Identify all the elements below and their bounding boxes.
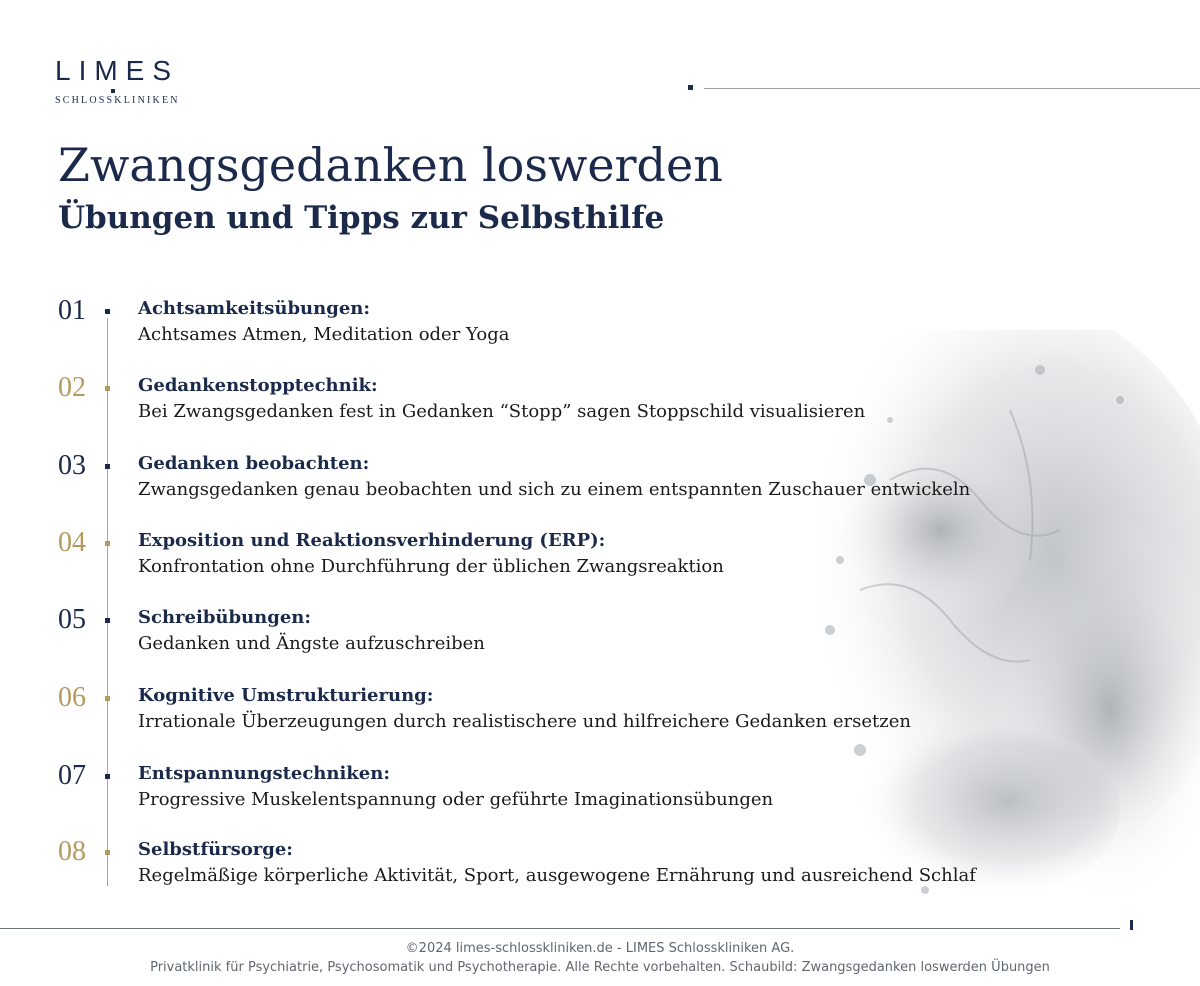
item-number: 04 (58, 527, 86, 558)
item-number: 05 (58, 604, 86, 635)
item-description: Bei Zwangsgedanken fest in Gedanken “Stopp” sagen Stoppschild visualisieren (138, 401, 866, 422)
item-description: Konfrontation ohne Durchführung der üblichen Zwangsreaktion (138, 556, 724, 577)
bullet-marker (105, 541, 110, 546)
bullet-marker (105, 696, 110, 701)
header-rule (704, 88, 1200, 89)
bullet-marker (105, 618, 110, 623)
item-heading: Kognitive Umstrukturierung: (138, 685, 434, 706)
bullet-marker (105, 850, 110, 855)
item-description: Achtsames Atmen, Meditation oder Yoga (138, 324, 510, 345)
item-number: 03 (58, 450, 86, 481)
item-description: Zwangsgedanken genau beobachten und sich zu einem entspannten Zuschauer entwickeln (138, 479, 971, 500)
item-description: Regelmäßige körperliche Aktivität, Sport, ausgewogene Ernährung und ausreichend Schlaf (138, 865, 976, 886)
item-description: Gedanken und Ängste aufzuschreiben (138, 633, 485, 654)
item-description: Irrationale Überzeugungen durch realistischere und hilfreichere Gedanken ersetzen (138, 711, 911, 732)
item-heading: Gedankenstopptechnik: (138, 375, 378, 396)
item-heading: Entspannungstechniken: (138, 763, 390, 784)
page-title: Zwangsgedanken loswerden (58, 138, 723, 192)
logo-dot (111, 89, 115, 93)
page-subtitle: Übungen und Tipps zur Selbsthilfe (58, 200, 665, 236)
limes-logo (55, 55, 180, 106)
list-item (0, 684, 1150, 754)
list-item (0, 762, 1150, 832)
item-heading: Gedanken beobachten: (138, 453, 370, 474)
item-number: 02 (58, 372, 86, 403)
bullet-marker (105, 386, 110, 391)
list-item (0, 606, 1150, 676)
bullet-marker (105, 309, 110, 314)
list-item (0, 297, 1150, 367)
list-item (0, 452, 1150, 522)
logo-wordmark: LIMES (55, 55, 180, 86)
item-heading: Schreibübungen: (138, 607, 312, 628)
item-number: 01 (58, 295, 86, 326)
list-item (0, 529, 1150, 599)
bullet-marker (105, 774, 110, 779)
footer-copyright: ©2024 limes-schlosskliniken.de - LIMES Schlosskliniken AG. (405, 941, 795, 956)
footer-tick (1130, 920, 1133, 930)
item-heading: Selbstfürsorge: (138, 839, 293, 860)
footer-rule (0, 928, 1120, 929)
item-heading: Exposition und Reaktionsverhinderung (ERP): (138, 530, 606, 551)
bullet-marker (105, 464, 110, 469)
item-heading: Achtsamkeitsübungen: (138, 298, 370, 319)
item-number: 06 (58, 682, 86, 713)
item-description: Progressive Muskelentspannung oder geführte Imaginationsübungen (138, 789, 774, 810)
list-item (0, 374, 1150, 444)
logo-subtitle: SCHLOSSKLINIKEN (55, 95, 180, 106)
list-item (0, 838, 1150, 908)
header-dot (688, 85, 693, 90)
footer-notice: Privatklinik für Psychiatrie, Psychosomatik und Psychotherapie. Alle Rechte vorbehalten. Schaubild: Zwangsgedanken loswerden Übungen (150, 960, 1050, 975)
item-number: 08 (58, 836, 86, 867)
item-number: 07 (58, 760, 86, 791)
